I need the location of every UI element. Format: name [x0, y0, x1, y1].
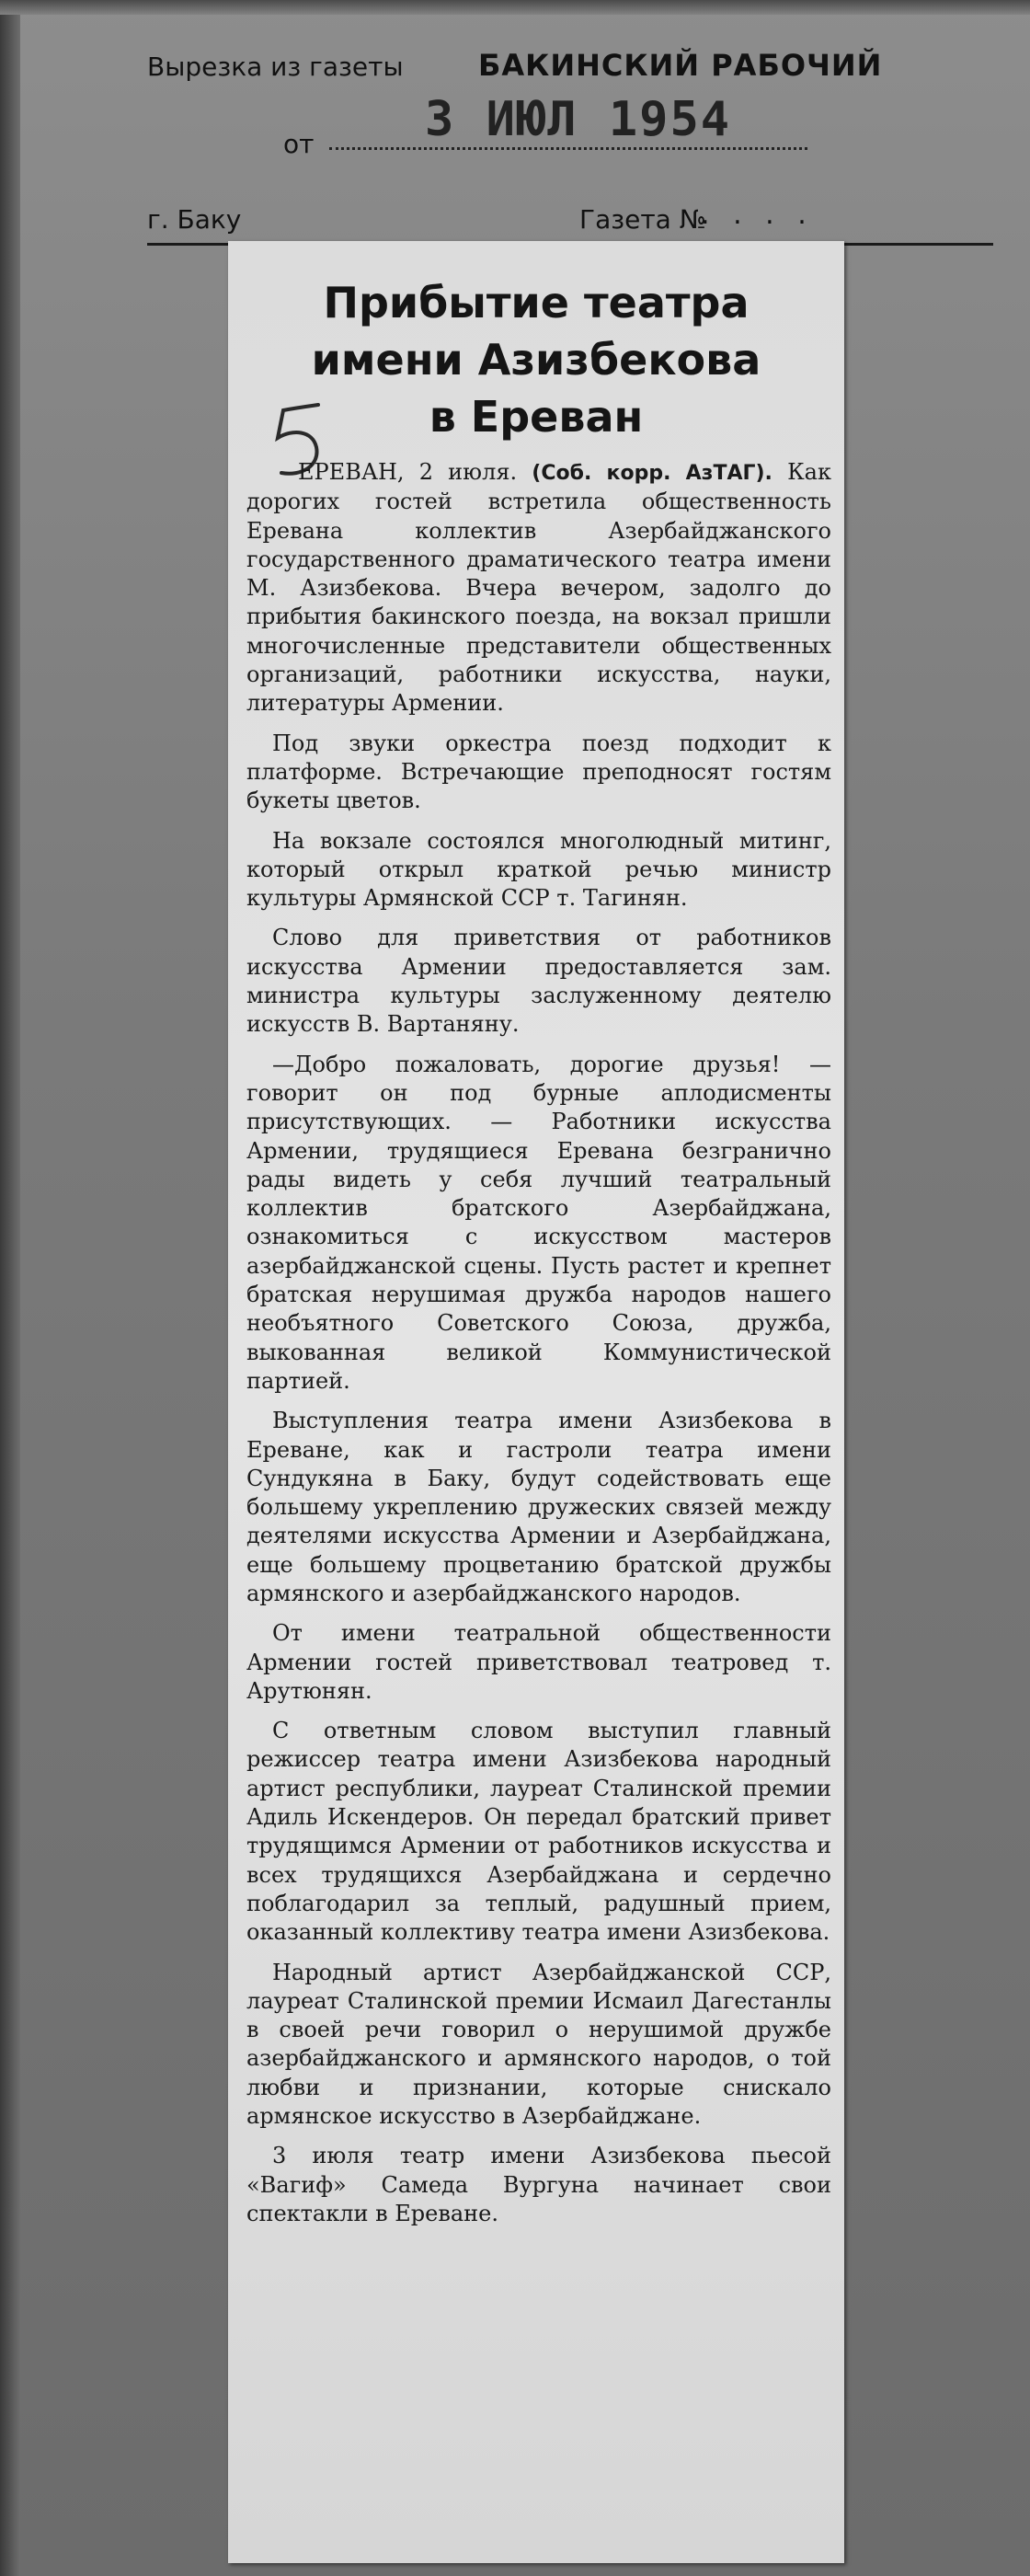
date-underline	[329, 147, 807, 150]
newspaper-clipping	[228, 241, 844, 2563]
article-title-line: Прибытие театра	[323, 278, 750, 328]
article-paragraph: Под звуки оркестра поезд подходит к платформе. Встречающие преподносят гостям букеты цветов.	[246, 730, 831, 814]
article-paragraph: Слово для приветствия от работников искусства Армении предоставляется зам. министра культуры заслуженному деятелю искусств В. Вартаняну.	[246, 925, 831, 1038]
card-top-edge	[0, 0, 1030, 15]
card-left-edge	[0, 0, 20, 2576]
from-label: от	[283, 129, 315, 159]
date-stamp: 3 ИЮЛ 1954	[425, 92, 732, 147]
article-paragraph: С ответным словом выступил главный режиссер театра имени Азизбекова народный артист республики, лауреат Сталинской премии Адиль Искендеров. Он передал братский привет трудящимся Армении от работников искусства и всех трудящихся Азербайджана и сердечно поблагодарил за теплый, радушный прием, оказанный коллективу театра имени Азизбекова.	[246, 1718, 831, 1946]
clipping-label: Вырезка из газеты	[147, 52, 404, 82]
article-paragraph: Народный артист Азербайджанской ССР, лауреат Сталинской премии Исмаил Дагестанлы в своей речи говорил о нерушимой дружбе азербайджанского и армянского народов, о той любви и признании, которые снискало армянское искусство в Азербайджане.	[246, 1959, 831, 2130]
article-paragraph	[246, 458, 831, 719]
article-paragraph: 3 июля театр имени Азизбекова пьесой «Вагиф» Самеда Вургуна начинает свои спектакли в Ереване.	[246, 2143, 831, 2226]
issue-number-label: Газета №	[579, 204, 706, 235]
article-title-line: в Ереван	[429, 392, 644, 442]
newspaper-name: БАКИНСКИЙ РАБОЧИЙ	[478, 48, 883, 83]
article-paragraph: Выступления театра имени Азизбекова в Ереване, как и гастроли театра имени Сундукяна в Баку, будут содействовать еще большему укреплению дружеских связей между деятелями искусства Армении и Азербайджана, еще большему процветанию братской дружбы армянского и азербайджанского народов.	[246, 1408, 831, 1606]
paragraph-text: Как дорогих гостей встретила общественность Еревана коллектив Азербайджанского государственного драматического театра имени М. Азизбекова. Вчера вечером, задолго до прибытия бакинского поезда, на вокзал пришли многочисленные представители общественных организаций, работники искусства, науки, литературы Армении.	[246, 459, 831, 717]
city-label: г. Баку	[147, 204, 242, 235]
article-title-line: имени Азизбекова	[311, 335, 761, 385]
issue-number-blank: . . . .	[701, 199, 814, 231]
dateline: ЕРЕВАН, 2 июля.	[298, 459, 518, 485]
news-source: (Соб. корр. АзТАГ).	[532, 462, 772, 485]
article-paragraph: —Добро пожаловать, дорогие друзья! — говорит он под бурные аплодисменты присутствующих. — Работники искусства Армении, трудящиеся Еревана безгранично рады видеть у себя лучший театральный коллектив братского Азербайджана, ознакомиться с искусством мастеров азербайджанской сцены. Пусть растет и крепнет братская нерушимая дружба народов нашего необъятного Советского Союза, дружба, выкованная великой Коммунистической партией.	[246, 1051, 831, 1394]
article-body	[246, 458, 831, 2239]
article-paragraph: От имени театральной общественности Армении гостей приветствовал театровед т. Арутюнян.	[246, 1620, 831, 1704]
article-paragraph: На вокзале состоялся многолюдный митинг, который открыл краткой речью министр культуры Армянской ССР т. Тагинян.	[246, 827, 831, 912]
